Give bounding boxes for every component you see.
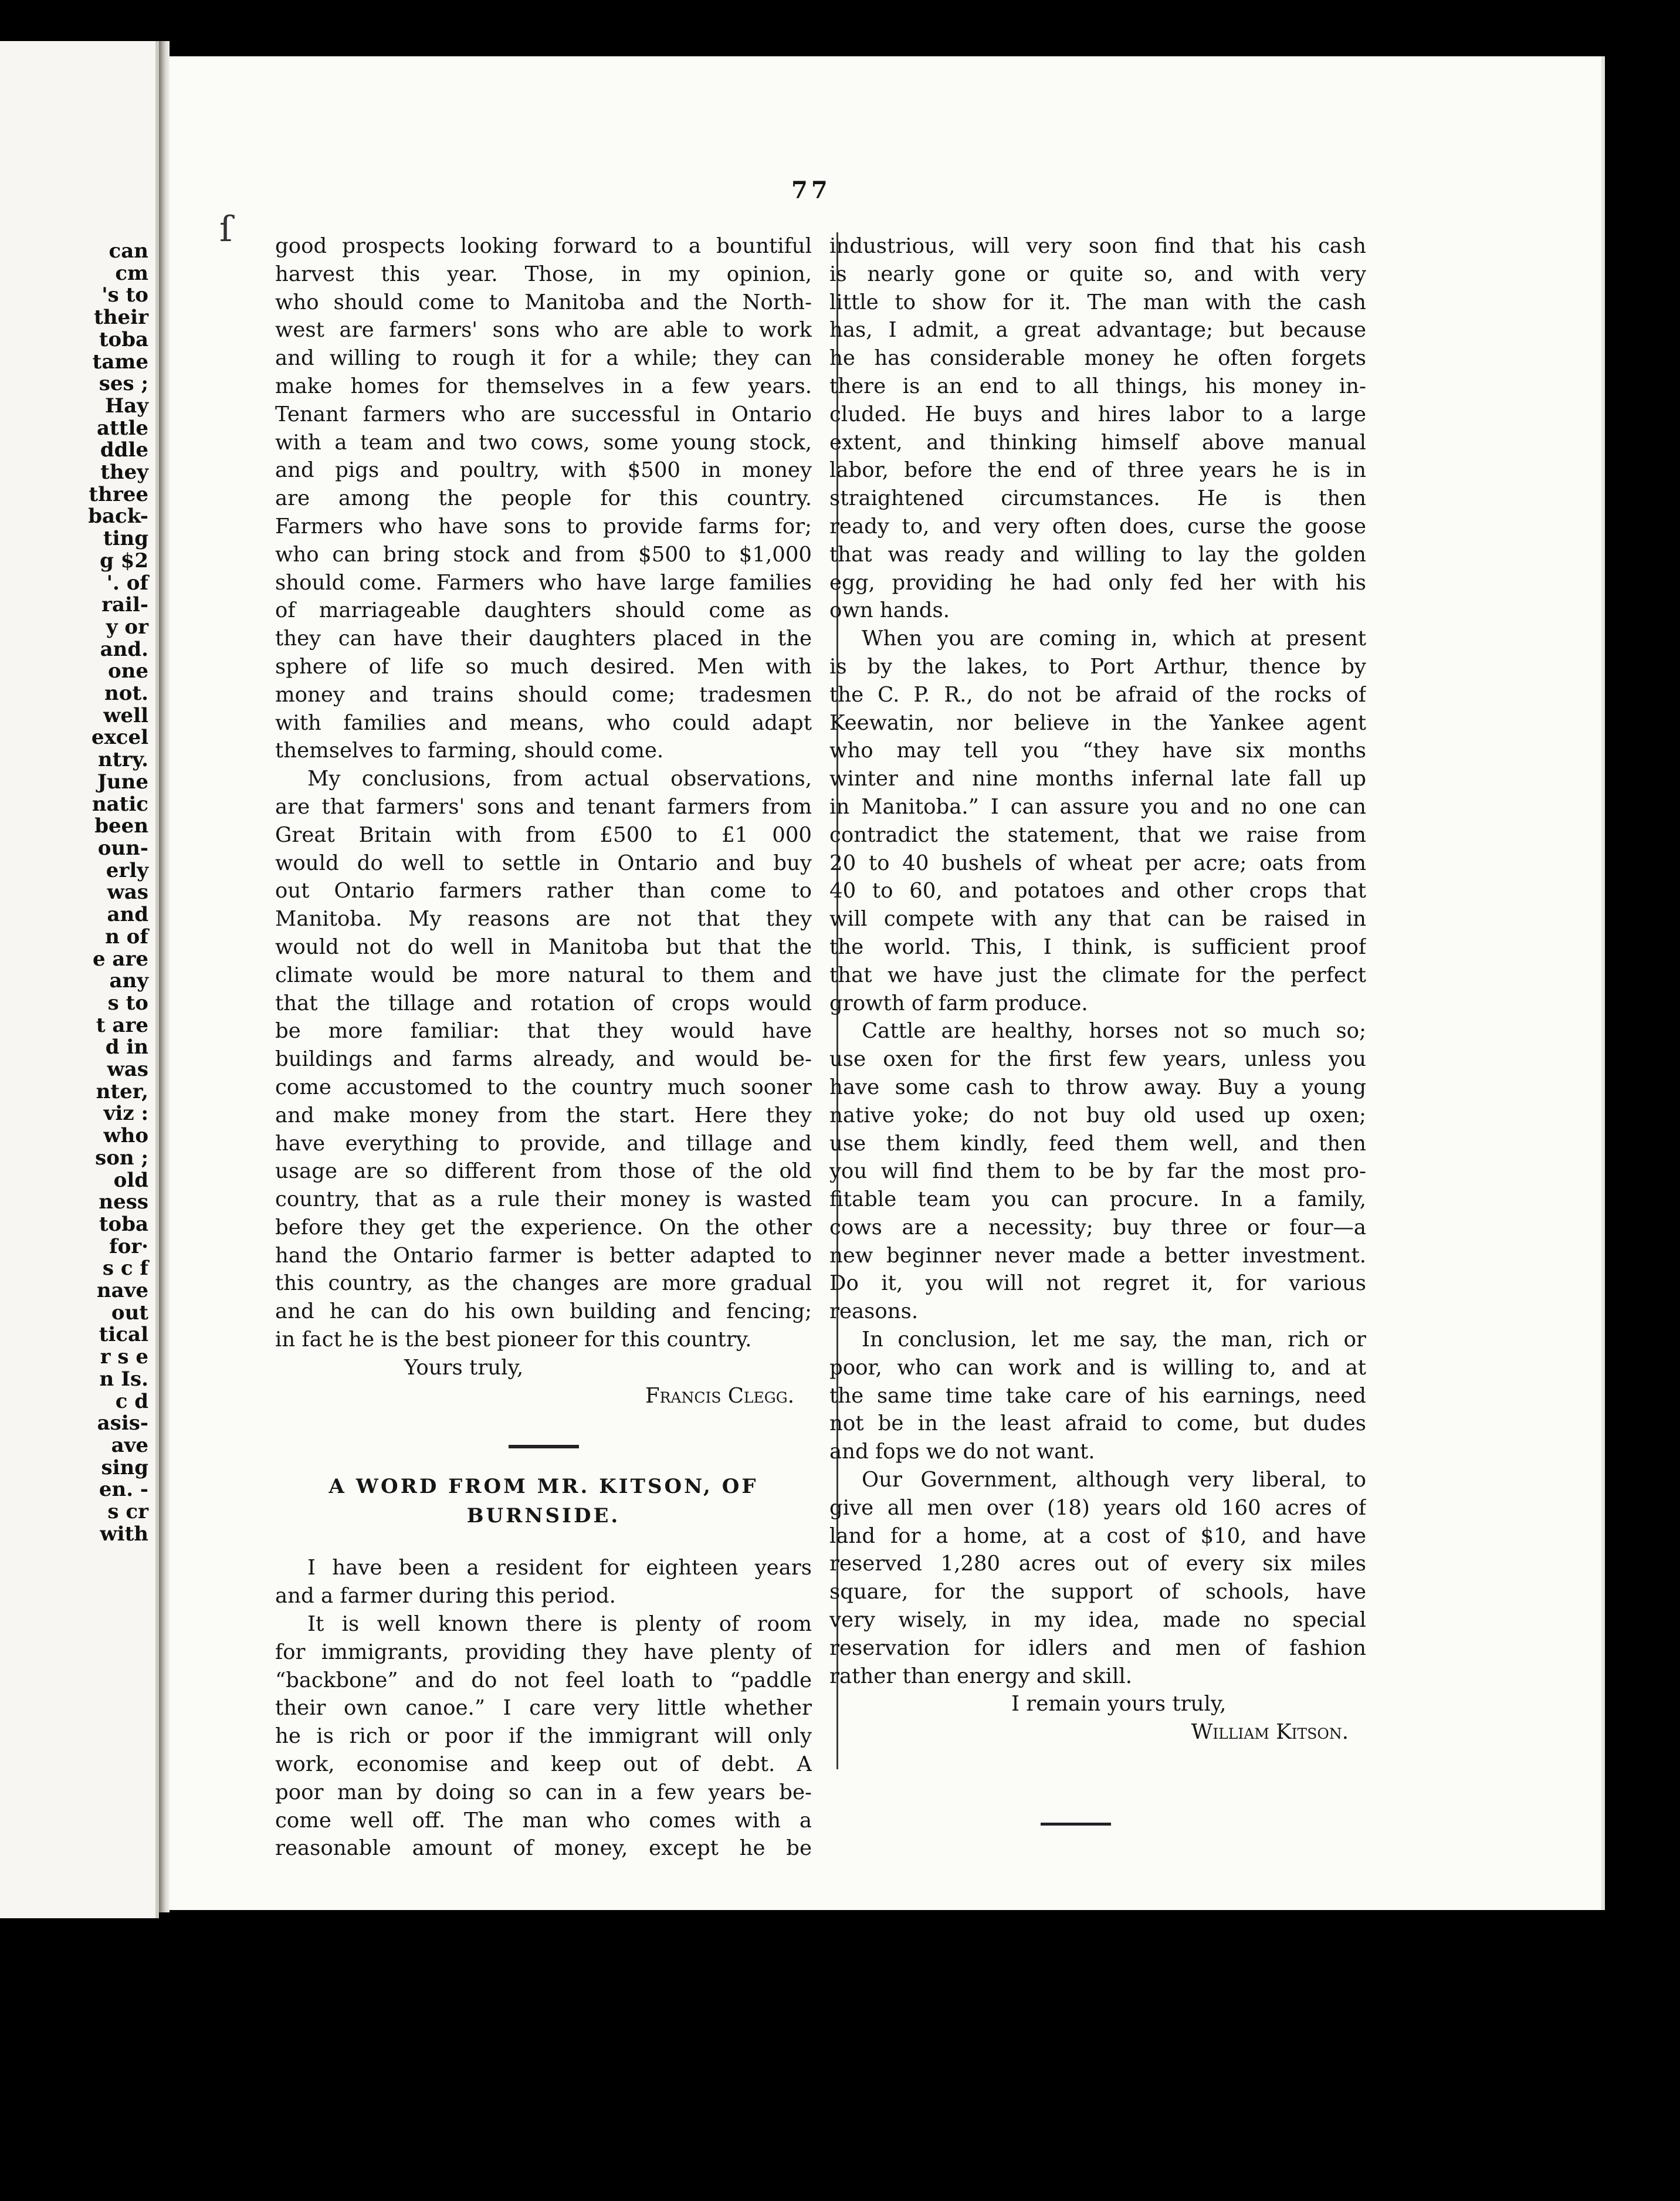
facing-page-fragment: s cr xyxy=(107,1500,148,1524)
facing-page-fragment: n of xyxy=(105,925,148,949)
page xyxy=(170,56,1601,1910)
end-divider xyxy=(1041,1823,1111,1826)
facing-page-fragment: ses ; xyxy=(99,372,148,396)
text-line: winter and nine months infernal late fall up xyxy=(829,767,1366,791)
text-line: ready to, and very often does, curse the goose xyxy=(829,514,1366,539)
text-line: the world. This, I think, is sufficient proof xyxy=(829,934,1366,959)
facing-page-fragment: one xyxy=(107,659,148,683)
text-line: rather than energy and skill. xyxy=(829,1664,1132,1688)
facing-page-fragment: e are xyxy=(92,947,148,971)
kitson-paragraph-1 xyxy=(275,1554,812,1610)
text-line: harvest this year. Those, in my opinion, xyxy=(275,262,812,286)
text-line: and willing to rough it for a while; they can xyxy=(275,346,812,371)
facing-page-fragment: can xyxy=(109,239,148,263)
text-line: poor, who can work and is willing to, and at xyxy=(829,1355,1366,1380)
text-line: industrious, will very soon find that his cash xyxy=(829,234,1366,258)
margin-mark: ſ xyxy=(219,209,233,250)
facing-page-fragment: rail- xyxy=(101,593,148,617)
clegg-paragraph-2 xyxy=(275,765,812,1354)
text-line: little to show for it. The man with the cash xyxy=(829,290,1366,314)
kitson-paragraph-3 xyxy=(829,232,1366,625)
facing-page-fragment: with xyxy=(100,1522,148,1546)
page-number: 77 xyxy=(791,177,831,204)
text-line: are that farmers' sons and tenant farmers from xyxy=(275,794,812,819)
text-line: Manitoba. My reasons are not that they xyxy=(275,907,812,932)
text-line: come accustomed to the country much sooner xyxy=(275,1075,812,1099)
facing-page-fragment: attle xyxy=(97,416,148,440)
text-line: is nearly gone or quite so, and with very xyxy=(829,262,1366,286)
text-line: native yoke; do not buy old used up oxen; xyxy=(829,1103,1366,1127)
text-line: reserved 1,280 acres out of every six miles xyxy=(829,1552,1366,1576)
text-line: labor, before the end of three years he is in xyxy=(829,458,1366,483)
facing-page-fragment: any xyxy=(109,969,148,993)
text-line: 20 to 40 bushels of wheat per acre; oats from xyxy=(829,851,1366,875)
text-line: My conclusions, from actual observations, xyxy=(307,767,812,791)
facing-page-fragment: viz : xyxy=(103,1102,148,1126)
facing-page-fragment: excel xyxy=(91,726,148,750)
text-line: are among the people for this country. xyxy=(275,486,812,511)
text-line: with a team and two cows, some young stock, xyxy=(275,430,812,455)
text-line: west are farmers' sons who are able to work xyxy=(275,318,812,343)
facing-page-fragment: for· xyxy=(109,1234,148,1258)
facing-page-fragment: June xyxy=(97,770,148,794)
facing-page-fragment: d in xyxy=(105,1035,148,1059)
text-line: I have been a resident for eighteen years xyxy=(307,1556,812,1580)
text-line: they can have their daughters placed in the xyxy=(275,627,812,651)
text-line: before they get the experience. On the other xyxy=(275,1215,812,1240)
text-line: who may tell you “they have six months xyxy=(829,739,1366,763)
facing-page-fragment: old xyxy=(113,1168,148,1192)
text-line: in fact he is the best pioneer for this country. xyxy=(275,1328,752,1352)
text-line: that the tillage and rotation of crops would xyxy=(275,991,812,1015)
column-left xyxy=(275,232,812,1863)
text-line: come well off. The man who comes with a xyxy=(275,1808,812,1833)
facing-page-fragment: g $2 xyxy=(100,548,148,573)
text-line: their own canoe.” I care very little whether xyxy=(275,1696,812,1721)
page-gutter xyxy=(159,41,170,1912)
text-line: work, economise and keep out of debt. A xyxy=(275,1752,812,1777)
text-line: good prospects looking forward to a bountiful xyxy=(275,234,812,258)
facing-page-fragment: y or xyxy=(106,615,148,639)
text-line: Keewatin, nor believe in the Yankee agent xyxy=(829,710,1366,735)
facing-page-left xyxy=(0,41,159,1918)
text-line: who can bring stock and from $500 to $1,000 xyxy=(275,542,812,567)
text-line: should come. Farmers who have large families xyxy=(275,570,812,595)
facing-page-fragment: s to xyxy=(107,991,148,1015)
kitson-closing: I remain yours truly, xyxy=(1011,1692,1227,1716)
text-line: climate would be more natural to them and xyxy=(275,963,812,987)
text-line: When you are coming in, which at present xyxy=(862,627,1366,651)
kitson-paragraph-6 xyxy=(829,1326,1366,1466)
text-line: that was ready and willing to lay the golden xyxy=(829,542,1366,567)
text-line: square, for the support of schools, have xyxy=(829,1580,1366,1604)
facing-page-fragment: n Is. xyxy=(99,1367,148,1391)
text-line: would not do well in Manitoba but that the xyxy=(275,934,812,959)
facing-page-fragment: t are xyxy=(96,1013,148,1037)
clegg-paragraph-1 xyxy=(275,232,812,765)
text-line: Cattle are healthy, horses not so much so; xyxy=(862,1019,1366,1044)
facing-page-fragment: out xyxy=(111,1301,148,1325)
text-line: land for a home, at a cost of $10, and have xyxy=(829,1523,1366,1548)
text-line: reasonable amount of money, except he be xyxy=(275,1836,812,1861)
text-line: give all men over (18) years old 160 acres of xyxy=(829,1495,1366,1520)
text-line: hand the Ontario farmer is better adapted to xyxy=(275,1243,812,1268)
facing-page-fragment: natic xyxy=(92,792,148,816)
facing-page-fragment: ting xyxy=(103,527,148,551)
article-heading-line-2: BURNSIDE. xyxy=(466,1504,621,1528)
text-line: themselves to farming, should come. xyxy=(275,739,664,763)
text-line: own hands. xyxy=(829,598,950,623)
facing-page-fragment: asis- xyxy=(97,1411,148,1435)
facing-page-fragment: they xyxy=(100,460,148,485)
text-line: that we have just the climate for the perfect xyxy=(829,963,1366,987)
text-line: and he can do his own building and fencing; xyxy=(275,1299,812,1324)
column-right xyxy=(829,232,1366,1826)
text-line: very wisely, in my idea, made no special xyxy=(829,1608,1366,1633)
facing-page-fragment: ness xyxy=(99,1190,148,1214)
text-line: cows are a necessity; buy three or four—a xyxy=(829,1215,1366,1240)
facing-page-fragment: c d xyxy=(115,1389,148,1413)
text-line: Tenant farmers who are successful in Ontario xyxy=(275,402,812,426)
facing-page-fragment: '. of xyxy=(106,571,148,595)
text-line: poor man by doing so can in a few years be- xyxy=(275,1780,812,1804)
facing-page-fragment: ave xyxy=(111,1433,148,1457)
text-line: this country, as the changes are more gradual xyxy=(275,1271,812,1296)
facing-page-fragments xyxy=(88,241,148,1545)
facing-page-fragment: was xyxy=(107,881,148,905)
text-line: buildings and farms already, and would be- xyxy=(275,1047,812,1072)
text-line: and fops we do not want. xyxy=(829,1440,1095,1464)
text-line: use oxen for the first few years, unless you xyxy=(829,1047,1366,1072)
clegg-closing: Yours truly, xyxy=(404,1355,524,1380)
text-line: in Manitoba.” I can assure you and no one can xyxy=(829,794,1366,819)
text-line: the C. P. R., do not be afraid of the rocks of xyxy=(829,682,1366,707)
text-line: and make money from the start. Here they xyxy=(275,1103,812,1127)
text-line: for immigrants, providing they have plenty of xyxy=(275,1640,812,1664)
kitson-paragraph-5 xyxy=(829,1017,1366,1326)
text-line: would do well to settle in Ontario and buy xyxy=(275,851,812,875)
text-line: not be in the least afraid to come, but dudes xyxy=(829,1411,1366,1436)
facing-page-fragment: three xyxy=(89,482,148,506)
facing-page-fragment: nave xyxy=(96,1279,148,1303)
facing-page-fragment: tical xyxy=(99,1323,148,1347)
facing-page-fragment: son ; xyxy=(95,1146,148,1170)
text-line: who should come to Manitoba and the North- xyxy=(275,290,812,314)
text-line: egg, providing he had only fed her with his xyxy=(829,570,1366,595)
text-line: you will find them to be by far the most pro- xyxy=(829,1159,1366,1184)
text-line: reasons. xyxy=(829,1299,919,1324)
facing-page-fragment: s c f xyxy=(102,1257,148,1281)
article-heading-line-1: A WORD FROM MR. KITSON, OF xyxy=(328,1475,758,1499)
text-line: cluded. He buys and hires labor to a large xyxy=(829,402,1366,426)
facing-page-fragment: tame xyxy=(92,350,148,374)
facing-page-fragment: erly xyxy=(106,858,148,882)
section-divider xyxy=(509,1445,579,1448)
facing-page-fragment: toba xyxy=(99,1212,148,1236)
text-line: reservation for idlers and men of fashion xyxy=(829,1635,1366,1660)
text-line: will compete with any that can be raised in xyxy=(829,907,1366,932)
facing-page-fragment: and xyxy=(107,903,148,927)
text-line: 40 to 60, and potatoes and other crops that xyxy=(829,879,1366,903)
facing-page-fragment: cm xyxy=(115,261,148,285)
facing-page-fragment: their xyxy=(94,306,148,330)
facing-page-fragment: ddle xyxy=(100,438,148,462)
text-line: use them kindly, feed them well, and then xyxy=(829,1131,1366,1156)
facing-page-fragment: not. xyxy=(104,682,148,706)
facing-page-fragment: ntry. xyxy=(97,748,148,772)
text-line: there is an end to all things, his money in- xyxy=(829,374,1366,398)
kitson-paragraph-7 xyxy=(829,1466,1366,1690)
kitson-paragraph-4 xyxy=(829,625,1366,1017)
facing-page-fragment: toba xyxy=(99,327,148,351)
facing-page-fragment: back- xyxy=(88,504,148,529)
text-line: sphere of life so much desired. Men with xyxy=(275,654,812,679)
facing-page-fragment: was xyxy=(107,1058,148,1082)
text-line: has, I admit, a great advantage; but because xyxy=(829,318,1366,343)
text-line: Farmers who have sons to provide farms for; xyxy=(275,514,812,539)
facing-page-fragment: en. - xyxy=(99,1478,148,1502)
text-line: have everything to provide, and tillage and xyxy=(275,1131,812,1156)
facing-page-fragment: 's to xyxy=(101,283,148,307)
text-line: make homes for themselves in a few years. xyxy=(275,374,812,398)
text-line: Our Government, although very liberal, to xyxy=(862,1468,1366,1492)
text-line: extent, and thinking himself above manual xyxy=(829,430,1366,455)
text-line: with families and means, who could adapt xyxy=(275,710,812,735)
text-line: “backbone” and do not feel loath to “paddle xyxy=(275,1668,812,1692)
text-line: be more familiar: that they would have xyxy=(275,1019,812,1044)
text-line: In conclusion, let me say, the man, rich or xyxy=(862,1328,1366,1352)
facing-page-fragment: who xyxy=(103,1124,148,1148)
facing-page-fragment: sing xyxy=(101,1455,148,1479)
clegg-signature: Francis Clegg. xyxy=(645,1383,794,1408)
article-heading xyxy=(275,1472,812,1530)
facing-page-fragment: and. xyxy=(100,637,148,661)
text-line: is by the lakes, to Port Arthur, thence by xyxy=(829,654,1366,679)
text-line: and a farmer during this period. xyxy=(275,1584,616,1609)
text-line: of marriageable daughters should come as xyxy=(275,598,812,623)
facing-page-fragment: been xyxy=(94,814,148,838)
kitson-signature: William Kitson. xyxy=(1191,1720,1349,1745)
kitson-paragraph-2 xyxy=(275,1610,812,1863)
text-line: contradict the statement, that we raise from xyxy=(829,822,1366,847)
text-line: have some cash to throw away. Buy a young xyxy=(829,1075,1366,1099)
text-line: Do it, you will not regret it, for various xyxy=(829,1271,1366,1296)
text-line: he is rich or poor if the immigrant will only xyxy=(275,1724,812,1749)
text-line: usage are so different from those of the old xyxy=(275,1159,812,1184)
text-line: It is well known there is plenty of room xyxy=(307,1612,812,1637)
text-line: and pigs and poultry, with $500 in money xyxy=(275,458,812,483)
facing-page-fragment: Hay xyxy=(105,394,148,418)
text-line: new beginner never made a better investment. xyxy=(829,1243,1366,1268)
text-line: he has considerable money he often forgets xyxy=(829,346,1366,371)
text-line: straightened circumstances. He is then xyxy=(829,486,1366,511)
text-line: the same time take care of his earnings, need xyxy=(829,1383,1366,1408)
facing-page-fragment: nter, xyxy=(96,1079,148,1103)
text-line: growth of farm produce. xyxy=(829,991,1088,1015)
facing-page-fragment: well xyxy=(103,703,148,727)
facing-page-fragment: oun- xyxy=(97,836,148,860)
facing-page-fragment: r s e xyxy=(100,1345,148,1369)
text-line: fitable team you can procure. In a family, xyxy=(829,1187,1366,1212)
text-line: money and trains should come; tradesmen xyxy=(275,682,812,707)
text-line: out Ontario farmers rather than come to xyxy=(275,879,812,903)
text-line: Great Britain with from £500 to £1 000 xyxy=(275,822,812,847)
text-line: country, that as a rule their money is wasted xyxy=(275,1187,812,1212)
